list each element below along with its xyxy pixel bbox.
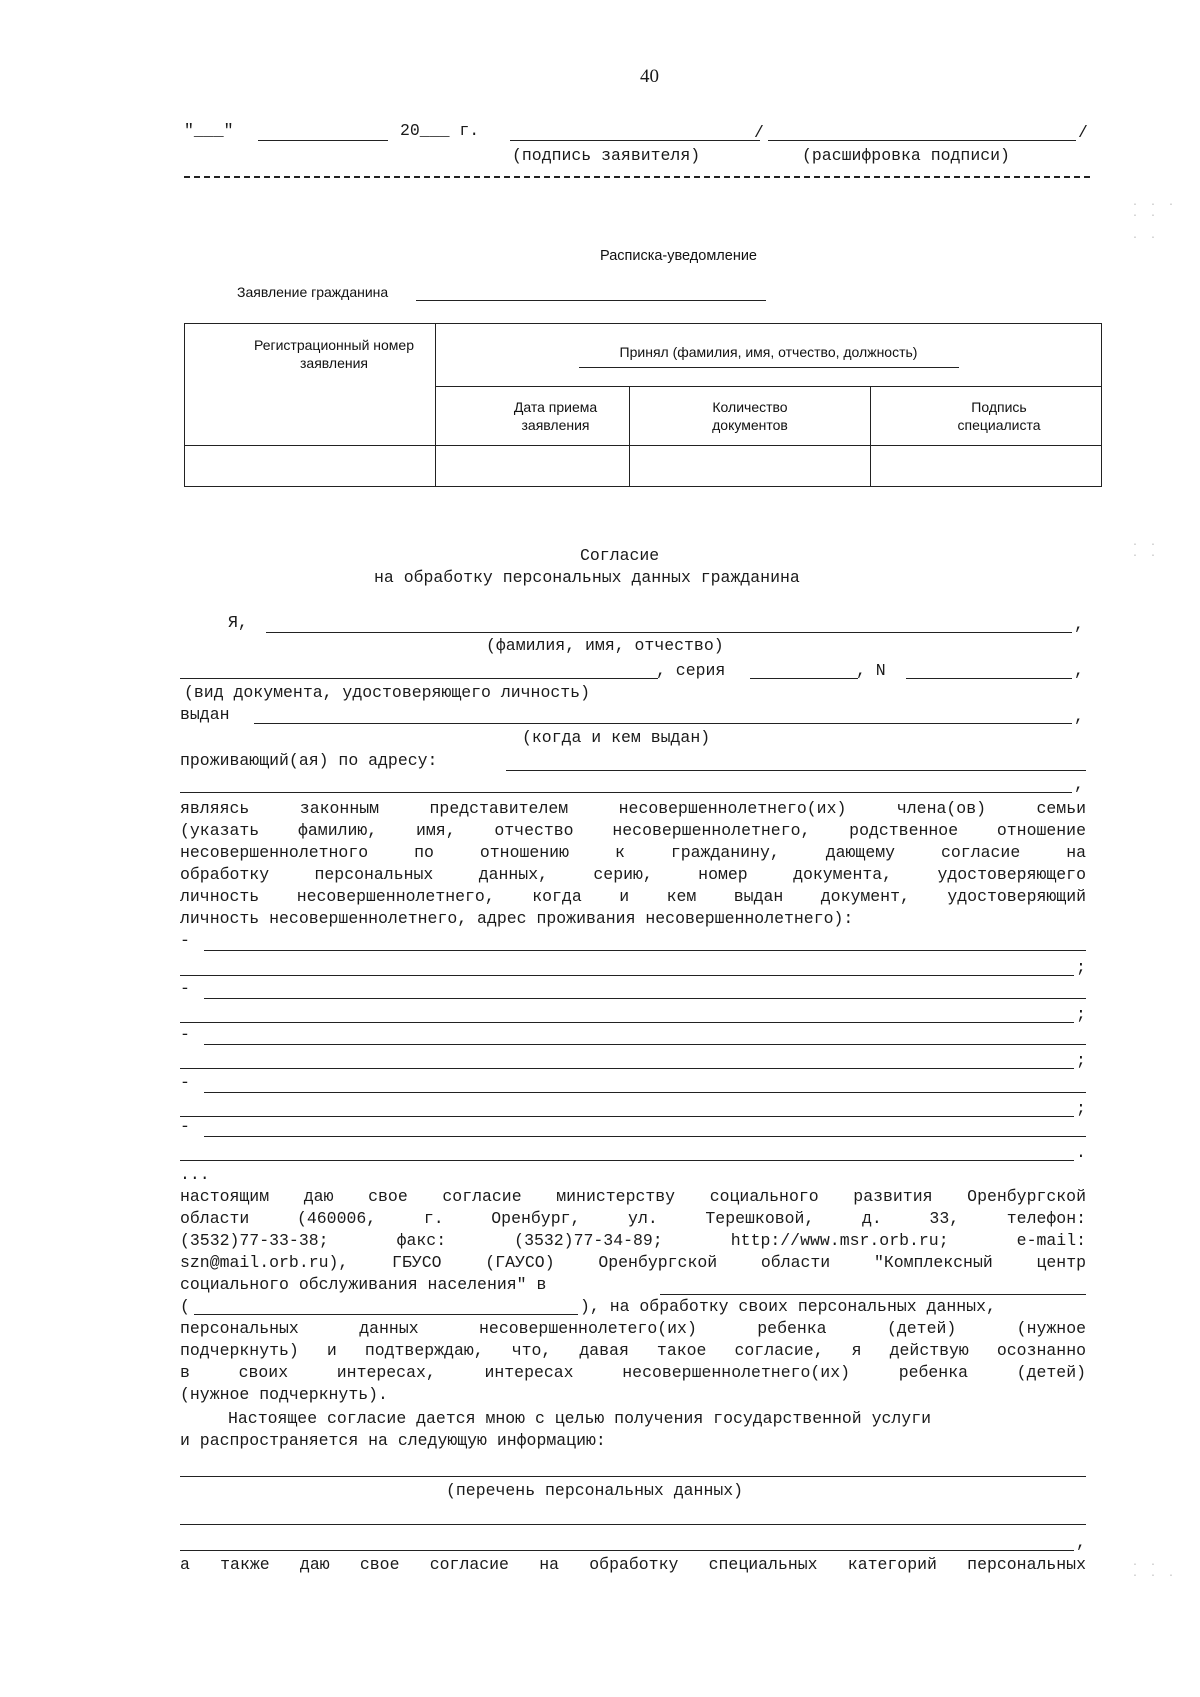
count-cell[interactable] [630, 446, 871, 487]
pd-caption: (перечень персональных данных) [446, 1481, 744, 1500]
agree-line-6: ), на обработку своих персональных данных, [580, 1297, 996, 1316]
agree-tail-line-2: подчеркнуть) и подтверждаю, что, давая такое согласие, я действую осознанно [180, 1341, 1086, 1360]
number-comma: , [1074, 661, 1084, 680]
doc-caption: (вид документа, удостоверяющего личность) [184, 683, 590, 702]
entry-dash: - [180, 1073, 190, 1092]
purpose-line-1: Настоящее согласие дается мною с целью получения государственной услуги [228, 1409, 932, 1428]
issued-caption: (когда и кем выдан) [522, 728, 711, 747]
receipt-title: Расписка-уведомление [600, 248, 757, 264]
cut-line [184, 176, 1090, 178]
count-header-text: Количество документов [712, 399, 788, 433]
fio-comma: , [1074, 615, 1084, 634]
slash-1: / [754, 123, 764, 142]
agree-line-4: szn@mail.orb.ru), ГБУСО (ГАУСО) Оренбургской области "Комплексный центр [180, 1253, 1086, 1272]
number-label: , N [856, 661, 886, 680]
pd-list-line-2[interactable] [180, 1524, 1086, 1525]
entry-line[interactable] [180, 1116, 1074, 1117]
agree-line-5: социального обслуживания населения" в [180, 1275, 547, 1294]
entry-semicolon: ; [1076, 1051, 1086, 1070]
date-header [436, 387, 630, 446]
address-line-1[interactable] [506, 770, 1086, 771]
scan-speckle: · · · · · [1132, 1560, 1178, 1582]
issued-comma: , [1074, 707, 1084, 726]
reg-number-header [185, 324, 436, 446]
special-categories-line: а также даю свое согласие на обработку специальных категорий персональных [180, 1555, 1086, 1574]
entry-dash: - [180, 1117, 190, 1136]
entry-semicolon: ; [1076, 1005, 1086, 1024]
signature-header [871, 387, 1102, 446]
entry-line[interactable] [204, 1044, 1086, 1045]
doc-type-line[interactable] [180, 678, 658, 679]
page-number: 40 [640, 66, 659, 87]
representative-line-6: личность несовершеннолетнего, адрес проживания несовершеннолетнего): [180, 909, 854, 928]
scan-speckle: · · · · · · · [1132, 200, 1178, 244]
purpose-line-2: и распространяется на следующую информацию: [180, 1431, 606, 1450]
slash-2: / [1078, 123, 1088, 142]
reg-number-cell[interactable] [185, 446, 436, 487]
signature-caption: (подпись заявителя) [512, 146, 701, 165]
accepted-header-text: Принял (фамилия, имя, отчество, должность) [619, 343, 918, 360]
entry-line[interactable] [204, 1092, 1086, 1093]
representative-line-3: несовершеннолетного по отношению к гражданину, дающему согласие на [180, 843, 1086, 862]
signature-header-text: Подпись специалиста [957, 399, 1041, 433]
issued-line[interactable] [254, 723, 1072, 724]
scan-speckle: · · · · [1132, 540, 1160, 562]
representative-line-4: обработку персональных данных, серию, номер документа, удостоверяющего [180, 865, 1086, 884]
address-line-2[interactable] [180, 792, 1072, 793]
entry-line[interactable] [180, 1068, 1074, 1069]
representative-line-1: являясь законным представителем несовершеннолетнего(их) члена(ов) семьи [180, 799, 1086, 818]
agree-tail-line-4: (нужное подчеркнуть). [180, 1385, 388, 1404]
entry-line[interactable] [180, 1022, 1074, 1023]
entry-line[interactable] [204, 1136, 1086, 1137]
date-header-text: Дата приема заявления [513, 399, 598, 433]
agree-tail-line-3: в своих интересах, интересах несовершеннолетнего(их) ребенка (детей) [180, 1363, 1086, 1382]
consent-title: Согласие [580, 546, 660, 565]
date-year-label: 20___ г. [400, 121, 480, 140]
entry-line[interactable] [204, 950, 1086, 951]
number-line[interactable] [906, 678, 1072, 679]
transcript-line[interactable] [768, 140, 1076, 141]
entry-line[interactable] [180, 1160, 1074, 1161]
fio-caption: (фамилия, имя, отчество) [486, 636, 724, 655]
center-detail-line[interactable] [194, 1314, 578, 1315]
fio-line[interactable] [266, 632, 1072, 633]
entry-dash: - [180, 1025, 190, 1044]
address-comma: , [1074, 775, 1084, 794]
entry-dash: - [180, 979, 190, 998]
paren-open: ( [180, 1297, 190, 1316]
receipt-table [184, 323, 1102, 487]
accepted-header [436, 324, 1102, 387]
entry-semicolon: ; [1076, 1099, 1086, 1118]
date-cell[interactable] [436, 446, 630, 487]
signature-cell[interactable] [871, 446, 1102, 487]
entry-period: . [1076, 1143, 1086, 1162]
agree-line-1: настоящим даю свое согласие министерству социального развития Оренбургской [180, 1187, 1086, 1206]
consent-subtitle: на обработку персональных данных гражданина [374, 568, 800, 587]
entry-dash: - [180, 931, 190, 950]
transcript-caption: (расшифровка подписи) [802, 146, 1010, 165]
entry-ellipsis: ... [180, 1165, 210, 1184]
representative-line-2: (указать фамилию, имя, отчество несовершеннолетнего, родственное отношение [180, 821, 1086, 840]
date-day-field[interactable]: "___" [184, 121, 234, 140]
address-label: проживающий(ая) по адресу: [180, 751, 438, 770]
statement-line[interactable] [416, 300, 766, 301]
pd-list-line-3[interactable] [180, 1550, 1074, 1551]
center-name-line[interactable] [660, 1294, 1086, 1295]
agree-tail-line-1: персональных данных несовершеннолетего(их) ребенка (детей) (нужное [180, 1319, 1086, 1338]
series-label: , серия [656, 661, 726, 680]
agree-line-2: области (460006, г. Оренбург, ул. Терешковой, д. 33, телефон: [180, 1209, 1086, 1228]
issued-label: выдан [180, 705, 230, 724]
pd-comma: , [1076, 1533, 1086, 1552]
i-label: Я, [228, 613, 248, 632]
entry-line[interactable] [204, 998, 1086, 999]
entry-line[interactable] [180, 975, 1074, 976]
accepted-underline [579, 367, 959, 368]
series-line[interactable] [750, 678, 858, 679]
representative-line-5: личность несовершеннолетнего, когда и кем выдан документ, удостоверяющий [180, 887, 1086, 906]
pd-list-line-1[interactable] [180, 1476, 1086, 1477]
signature-line[interactable] [510, 140, 760, 141]
count-header [630, 387, 871, 446]
agree-line-3: (3532)77-33-38; факс: (3532)77-34-89; http://www.msr.orb.ru; e-mail: [180, 1231, 1086, 1250]
statement-label: Заявление гражданина [237, 284, 389, 300]
entry-semicolon: ; [1076, 958, 1086, 977]
reg-number-header-text: Регистрационный номер заявления [254, 337, 414, 371]
date-month-line[interactable] [258, 140, 388, 141]
